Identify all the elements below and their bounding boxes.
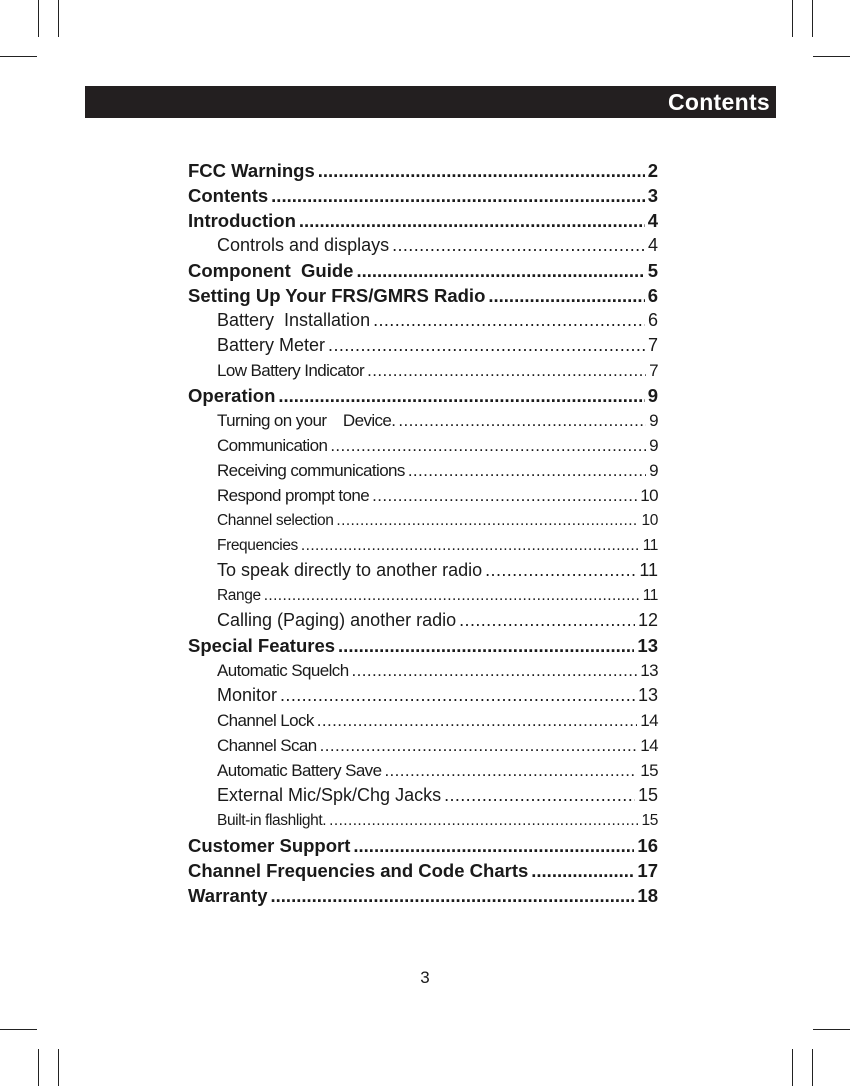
toc-entry-communication[interactable] (188, 433, 658, 458)
toc-entry-page: 11 (639, 560, 658, 580)
toc-entry-page: 14 (640, 711, 658, 730)
toc-entry-page: 15 (641, 812, 658, 829)
toc-entry-page: 15 (640, 761, 658, 780)
toc-entry-frequencies[interactable] (188, 533, 658, 558)
toc-entry-title: Setting Up Your FRS/GMRS Radio (188, 285, 486, 306)
toc-entry-title: Frequencies (217, 537, 298, 554)
toc-entry-page: 18 (637, 885, 658, 906)
toc-entry-page: 5 (647, 260, 658, 281)
crop-mark-bottom-right-v2 (812, 1049, 813, 1086)
toc-entry-channel-frequencies[interactable] (188, 858, 658, 883)
toc-entry-receiving-communications[interactable] (188, 458, 658, 483)
toc-entry-title: Communication (217, 436, 328, 455)
toc-entry-title: Monitor (217, 685, 278, 705)
toc-leader (356, 258, 644, 283)
toc-leader (353, 833, 634, 858)
toc-entry-page: 6 (647, 310, 658, 330)
toc-entry-contents[interactable] (188, 183, 658, 208)
toc-entry-introduction[interactable] (188, 208, 658, 233)
crop-mark-bottom-left-h (0, 1029, 37, 1030)
toc-leader (338, 633, 634, 658)
crop-mark-top-left-h (0, 56, 37, 57)
toc-entry-customer-support[interactable] (188, 833, 658, 858)
toc-entry-title: Low Battery Indicator (217, 361, 365, 380)
toc-entry-title: Channel selection (217, 512, 334, 529)
toc-leader (329, 808, 638, 833)
toc-leader (336, 508, 638, 533)
toc-leader (264, 583, 640, 608)
toc-entry-built-in-flashlight[interactable] (188, 808, 658, 833)
toc-leader (280, 683, 635, 708)
toc-entry-page: 13 (637, 635, 658, 656)
toc-entry-title: Special Features (188, 635, 336, 656)
crop-mark-top-left-v (38, 0, 39, 37)
header-bar (85, 86, 776, 118)
toc-entry-page: 16 (637, 835, 658, 856)
toc-entry-calling-paging[interactable] (188, 608, 658, 633)
toc-leader (352, 658, 638, 683)
toc-entry-title: Component Guide (188, 260, 354, 281)
toc-entry-warranty[interactable] (188, 883, 658, 908)
toc-leader (373, 308, 645, 333)
toc-entry-fcc-warnings[interactable] (188, 158, 658, 183)
toc-leader (485, 558, 636, 583)
toc-entry-page: 12 (637, 610, 658, 630)
toc-entry-title: Battery Installation (217, 310, 371, 330)
toc-entry-page: 3 (647, 185, 658, 206)
toc-leader (320, 733, 638, 758)
toc-entry-title: Turning on your Device. (217, 411, 396, 430)
toc-entry-page: 4 (647, 235, 658, 255)
toc-entry-range[interactable] (188, 583, 658, 608)
toc-entry-title: Automatic Squelch (217, 661, 349, 680)
toc-entry-page: 6 (647, 285, 658, 306)
toc-entry-page: 13 (637, 685, 658, 705)
toc-leader (299, 208, 645, 233)
toc-entry-battery-installation[interactable] (188, 308, 658, 333)
toc-leader (531, 858, 634, 883)
toc-entry-channel-scan[interactable] (188, 733, 658, 758)
toc-entry-title: Channel Lock (217, 711, 314, 730)
toc-entry-page: 7 (649, 361, 658, 380)
crop-mark-bottom-right-v (792, 1049, 793, 1086)
toc-entry-page: 4 (647, 210, 658, 231)
toc-entry-title: Contents (188, 185, 269, 206)
toc-leader (488, 283, 644, 308)
toc-leader (317, 708, 638, 733)
toc-entry-page: 10 (640, 486, 658, 505)
toc-entry-title: Calling (Paging) another radio (217, 610, 457, 630)
toc-entry-controls-and-displays[interactable] (188, 233, 658, 258)
toc-entry-title: Customer Support (188, 835, 351, 856)
toc-entry-page: 9 (647, 385, 658, 406)
toc-entry-page: 11 (642, 587, 658, 604)
toc-entry-respond-prompt-tone[interactable] (188, 483, 658, 508)
toc-entry-operation[interactable] (188, 383, 658, 408)
toc-entry-title: Channel Frequencies and Code Charts (188, 860, 529, 881)
toc-entry-title: Channel Scan (217, 736, 317, 755)
toc-entry-title: Operation (188, 385, 276, 406)
toc-entry-battery-meter[interactable] (188, 333, 658, 358)
toc-entry-channel-lock[interactable] (188, 708, 658, 733)
crop-mark-top-right-v2 (812, 0, 813, 37)
toc-entry-page: 15 (637, 785, 658, 805)
toc-leader (328, 333, 645, 358)
toc-entry-external-jacks[interactable] (188, 783, 658, 808)
toc-entry-title: Battery Meter (217, 335, 326, 355)
page-number: 3 (420, 968, 430, 987)
toc-entry-setting-up[interactable] (188, 283, 658, 308)
toc-entry-page: 17 (637, 860, 658, 881)
toc-leader (271, 883, 635, 908)
toc-entry-title: Automatic Battery Save (217, 761, 382, 780)
toc-entry-channel-selection[interactable] (188, 508, 658, 533)
toc-entry-title: Warranty (188, 885, 268, 906)
crop-mark-top-left-v2 (58, 0, 59, 37)
toc-entry-speak-directly[interactable] (188, 558, 658, 583)
toc-entry-special-features[interactable] (188, 633, 658, 658)
crop-mark-bottom-left-v2 (58, 1049, 59, 1086)
toc-leader (372, 483, 637, 508)
toc-leader (278, 383, 644, 408)
toc-entry-title: Built-in flashlight. (217, 812, 327, 829)
toc-entry-page: 9 (649, 436, 658, 455)
toc-leader (367, 358, 646, 383)
toc-entry-page: 10 (641, 512, 658, 529)
table-of-contents (188, 158, 658, 908)
toc-entry-page: 2 (647, 160, 658, 181)
toc-entry-page: 11 (642, 537, 658, 554)
toc-leader (301, 533, 640, 558)
toc-leader (318, 158, 645, 183)
toc-leader (271, 183, 645, 208)
toc-entry-page: 9 (649, 461, 658, 480)
toc-entry-page: 7 (647, 335, 658, 355)
page-title: Contents (667, 89, 770, 115)
toc-entry-page: 13 (640, 661, 658, 680)
toc-leader (330, 433, 646, 458)
toc-entry-page: 14 (640, 736, 658, 755)
toc-leader (408, 458, 646, 483)
toc-leader (392, 233, 645, 258)
crop-mark-top-right-h (813, 56, 850, 57)
crop-mark-bottom-right-h (813, 1029, 850, 1030)
toc-entry-automatic-squelch[interactable] (188, 658, 658, 683)
toc-entry-title: External Mic/Spk/Chg Jacks (217, 785, 442, 805)
toc-entry-page: 9 (649, 411, 658, 430)
crop-mark-bottom-left-v (38, 1049, 39, 1086)
toc-entry-component-guide[interactable] (188, 258, 658, 283)
toc-entry-title: Receiving communications (217, 461, 405, 480)
toc-entry-title: Respond prompt tone (217, 486, 370, 505)
toc-entry-monitor[interactable] (188, 683, 658, 708)
toc-leader (444, 783, 635, 808)
crop-mark-top-right-v (792, 0, 793, 37)
toc-entry-low-battery-indicator[interactable] (188, 358, 658, 383)
toc-entry-turning-on[interactable] (188, 408, 658, 433)
toc-entry-title: FCC Warnings (188, 160, 315, 181)
toc-entry-title: Introduction (188, 210, 296, 231)
toc-leader (459, 608, 635, 633)
toc-entry-title: To speak directly to another radio (217, 560, 483, 580)
toc-leader (398, 408, 646, 433)
toc-entry-title: Range (217, 587, 261, 604)
toc-entry-automatic-battery-save[interactable] (188, 758, 658, 783)
toc-leader (384, 758, 637, 783)
toc-entry-title: Controls and displays (217, 235, 390, 255)
